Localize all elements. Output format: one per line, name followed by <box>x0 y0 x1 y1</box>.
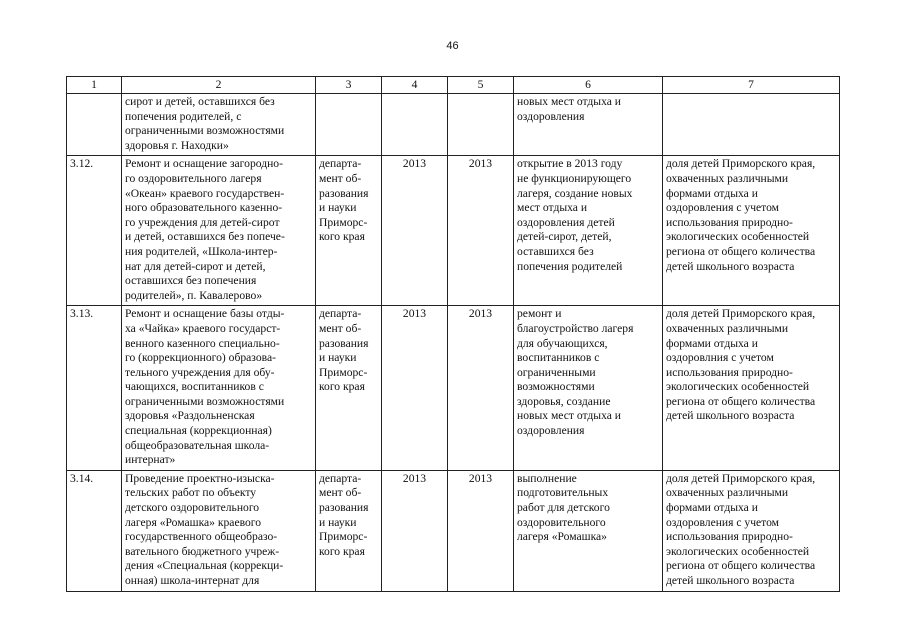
cell-line: формами отдыха и <box>666 186 758 200</box>
cell-line: новых мест отдыха и <box>517 95 621 108</box>
cell-line: «Океан» краевого государствен- <box>125 186 285 200</box>
cell-line: ремонт и <box>517 307 562 321</box>
cell-line: попечения родителей <box>517 259 623 273</box>
cell-line: го (коррекционного) образова- <box>125 351 276 365</box>
cell-line: ограниченными возможностями <box>125 394 285 408</box>
cell-line: венного казенного специально- <box>125 336 280 350</box>
cell-line: региона от общего количества <box>666 394 816 408</box>
cell-line: лагеря «Ромашка» краевого <box>125 515 262 529</box>
header-cell: 5 <box>448 77 514 94</box>
cell-end-year: 2013 <box>448 306 514 471</box>
cell-line: региона от общего количества <box>666 244 816 258</box>
cell-line: возможностями <box>517 380 595 394</box>
cell-line: использования природно- <box>666 365 793 379</box>
header-cell: 2 <box>122 77 316 94</box>
table-row <box>67 306 840 471</box>
cell-line: ограниченными <box>517 365 596 379</box>
cell-line: Приморс- <box>319 530 368 544</box>
cell-measure-name <box>122 94 316 156</box>
cell-line: департа- <box>319 307 362 321</box>
cell-start-year: 2013 <box>382 156 448 306</box>
cell-line: чающихся, воспитанников с <box>125 380 264 394</box>
header-cell: 7 <box>663 77 840 94</box>
cell-line: оздоровления <box>517 424 585 438</box>
cell-line: тельских работ по объекту <box>125 486 257 500</box>
cell-line: и науки <box>319 201 357 215</box>
cell-line: мест отдыха и <box>517 201 588 215</box>
cell-line: департа- <box>319 157 362 171</box>
cell-line: детей-сирот, детей, <box>517 230 612 244</box>
table-header-row <box>67 77 840 94</box>
cell-line: здоровья г. Находки» <box>125 138 229 152</box>
cell-expected-result <box>514 94 663 156</box>
cell-indicator <box>663 156 840 306</box>
cell-line: оздоровительного <box>517 515 606 529</box>
cell-indicator <box>663 306 840 471</box>
table-row <box>67 94 840 156</box>
cell-expected-result <box>514 306 663 471</box>
cell-line: Ремонт и оснащение базы отды- <box>125 307 285 321</box>
cell-line: сирот и детей, оставшихся без <box>125 95 275 108</box>
page-number: 46 <box>446 40 459 52</box>
cell-number: 3.12. <box>67 156 122 306</box>
cell-line: экологических особенностей <box>666 380 810 394</box>
cell-line: использования природно- <box>666 215 793 229</box>
cell-line: открытие в 2013 году <box>517 157 623 171</box>
cell-line: экологических особенностей <box>666 544 810 558</box>
cell-end-year <box>448 94 514 156</box>
cell-line: Проведение проектно-изыска- <box>125 471 275 485</box>
cell-measure-name <box>122 470 316 591</box>
cell-line: разования <box>319 336 369 350</box>
cell-line: и науки <box>319 515 357 529</box>
cell-line: работ для детского <box>517 501 610 515</box>
cell-expected-result <box>514 156 663 306</box>
header-cell: 1 <box>67 77 122 94</box>
cell-line: Приморс- <box>319 215 368 229</box>
cell-line: Ремонт и оснащение загородно- <box>125 157 283 171</box>
cell-line: Приморс- <box>319 365 368 379</box>
cell-line: кого края <box>319 544 365 558</box>
cell-executor <box>316 470 382 591</box>
cell-line: мент об- <box>319 171 362 185</box>
cell-line: здоровья, создание <box>517 394 611 408</box>
cell-line: кого края <box>319 380 365 394</box>
cell-line: детей школьного возраста <box>666 574 795 587</box>
cell-line: благоустройство лагеря <box>517 321 634 335</box>
table-row <box>67 470 840 591</box>
cell-start-year: 2013 <box>382 306 448 471</box>
cell-line: дения «Специальная (коррекци- <box>125 559 284 573</box>
cell-executor <box>316 306 382 471</box>
cell-line: ограниченными возможностями <box>125 124 285 138</box>
cell-end-year: 2013 <box>448 156 514 306</box>
cell-line: разования <box>319 186 369 200</box>
cell-number: 3.13. <box>67 306 122 471</box>
cell-executor <box>316 94 382 156</box>
header-cell: 4 <box>382 77 448 94</box>
cell-measure-name <box>122 156 316 306</box>
cell-line: новых мест отдыха и <box>517 409 621 423</box>
cell-line: для обучающихся, <box>517 336 608 350</box>
cell-line: детского оздоровительного <box>125 501 260 515</box>
cell-expected-result <box>514 470 663 591</box>
cell-executor <box>316 156 382 306</box>
cell-line: лагеря «Ромашка» <box>517 530 607 544</box>
cell-line: лагеря, создание новых <box>517 186 633 200</box>
cell-line: ного образовательного казенно- <box>125 201 283 215</box>
cell-line: оставшихся без <box>517 244 594 258</box>
cell-line: оздоровления <box>517 109 585 123</box>
cell-line: формами отдыха и <box>666 336 758 350</box>
cell-line: и детей, оставшихся без попече- <box>125 230 285 244</box>
cell-indicator <box>663 470 840 591</box>
cell-line: охваченных различными <box>666 486 789 500</box>
cell-line: доля детей Приморского края, <box>666 307 816 321</box>
cell-line: го учреждения для детей-сирот <box>125 215 280 229</box>
cell-line: охваченных различными <box>666 321 789 335</box>
cell-line: использования природно- <box>666 530 793 544</box>
cell-line: оздоровления с учетом <box>666 201 779 215</box>
table-row <box>67 156 840 306</box>
cell-number <box>67 94 122 156</box>
cell-line: и науки <box>319 351 357 365</box>
header-cell: 6 <box>514 77 663 94</box>
cell-line: мент об- <box>319 321 362 335</box>
header-cell: 3 <box>316 77 382 94</box>
cell-line: экологических особенностей <box>666 230 810 244</box>
cell-measure-name <box>122 306 316 471</box>
cell-line: охваченных различными <box>666 171 789 185</box>
cell-line: общеобразовательная школа- <box>125 438 270 452</box>
cell-line: региона от общего количества <box>666 559 816 573</box>
cell-number: 3.14. <box>67 470 122 591</box>
cell-line: нат для детей-сирот и детей, <box>125 259 266 273</box>
cell-line: попечения родителей, с <box>125 109 242 123</box>
cell-line: оставшихся без попечения <box>125 274 257 288</box>
cell-line: формами отдыха и <box>666 501 758 515</box>
cell-line: кого края <box>319 230 365 244</box>
cell-start-year <box>382 94 448 156</box>
cell-line: государственного общеобразо- <box>125 530 278 544</box>
cell-indicator <box>663 94 840 156</box>
cell-line: доля детей Приморского края, <box>666 471 816 485</box>
cell-start-year: 2013 <box>382 470 448 591</box>
table-body <box>67 94 840 592</box>
cell-line: здоровья «Раздольненская <box>125 409 255 423</box>
cell-line: не функционирующего <box>517 171 632 185</box>
cell-line: ха «Чайка» краевого государст- <box>125 321 281 335</box>
cell-line: мент об- <box>319 486 362 500</box>
cell-line: онная) школа-интернат для <box>125 574 260 587</box>
cell-line: доля детей Приморского края, <box>666 157 816 171</box>
cell-end-year: 2013 <box>448 470 514 591</box>
cell-line: разования <box>319 501 369 515</box>
cell-line: оздоровления с учетом <box>666 515 779 529</box>
cell-line: родителей», п. Кавалерово» <box>125 288 263 302</box>
cell-line: оздоровлния с учетом <box>666 351 774 365</box>
cell-line: подготовительных <box>517 486 609 500</box>
cell-line: департа- <box>319 471 362 485</box>
cell-line: специальная (коррекционная) <box>125 424 272 438</box>
cell-line: вательного бюджетного учреж- <box>125 544 280 558</box>
measures-table <box>66 76 840 592</box>
cell-line: оздоровления детей <box>517 215 615 229</box>
cell-line: ния родителей, «Школа-интер- <box>125 244 278 258</box>
cell-line: интернат» <box>125 453 176 467</box>
cell-line: детей школьного возраста <box>666 259 795 273</box>
cell-line: воспитанников с <box>517 351 600 365</box>
cell-line: детей школьного возраста <box>666 409 795 423</box>
cell-line: го оздоровительного лагеря <box>125 171 262 185</box>
cell-line: выполнение <box>517 471 577 485</box>
cell-line: тельного учреждения для обу- <box>125 365 275 379</box>
